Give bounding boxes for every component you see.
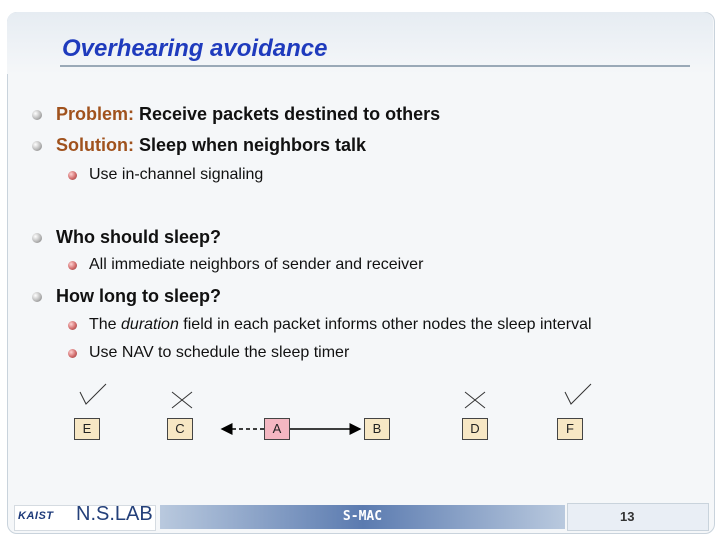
node-f: F	[557, 418, 583, 440]
page-number-box	[567, 503, 709, 531]
title-underline	[60, 65, 690, 67]
solution-text: Sleep when neighbors talk	[133, 135, 367, 155]
footer-label: S-MAC	[342, 509, 383, 524]
problem-text: Receive packets destined to others	[134, 104, 441, 124]
bullet-dot-icon	[32, 110, 42, 120]
node-e: E	[74, 418, 100, 440]
subbullet-nav-text: Use NAV to schedule the sleep timer	[89, 344, 350, 361]
bullet-solution	[32, 135, 366, 156]
duration-em: duration	[121, 316, 179, 333]
node-a: A	[264, 418, 290, 440]
page-number: 13	[620, 509, 635, 524]
bullet-how-long	[32, 286, 221, 307]
kaist-logo: KAIST	[18, 510, 54, 522]
node-c: C	[167, 418, 193, 440]
node-d: D	[462, 418, 488, 440]
bullet-dot-icon	[32, 141, 42, 151]
bullet-dot-icon	[32, 292, 42, 302]
nslab-logo: N.S.LAB	[76, 503, 153, 525]
bullet-dot-icon	[32, 233, 42, 243]
duration-pre: The	[89, 316, 122, 333]
solution-prefix: Solution:	[56, 135, 134, 155]
subbullet-in-channel	[68, 166, 263, 184]
subbullet-neighbors	[68, 256, 423, 274]
bullet-dot-icon	[68, 321, 77, 330]
duration-post: field in each packet informs other nodes the sleep interval	[178, 316, 592, 333]
node-b: B	[364, 418, 390, 440]
subbullet-neighbors-text: All immediate neighbors of sender and receiver	[89, 256, 424, 273]
subbullet-duration	[68, 316, 592, 334]
bullet-dot-icon	[68, 349, 77, 358]
bullet-dot-icon	[68, 261, 77, 270]
bullet-problem	[32, 104, 440, 125]
subbullet-nav	[68, 344, 349, 362]
how-long-text: How long to sleep?	[56, 286, 221, 306]
who-sleep-text: Who should sleep?	[56, 227, 221, 247]
bullet-dot-icon	[68, 171, 77, 180]
slide-title: Overhearing avoidance	[62, 35, 328, 62]
problem-prefix: Problem:	[56, 104, 135, 124]
subbullet-in-channel-text: Use in-channel signaling	[89, 166, 264, 183]
bullet-who-sleep	[32, 227, 221, 248]
